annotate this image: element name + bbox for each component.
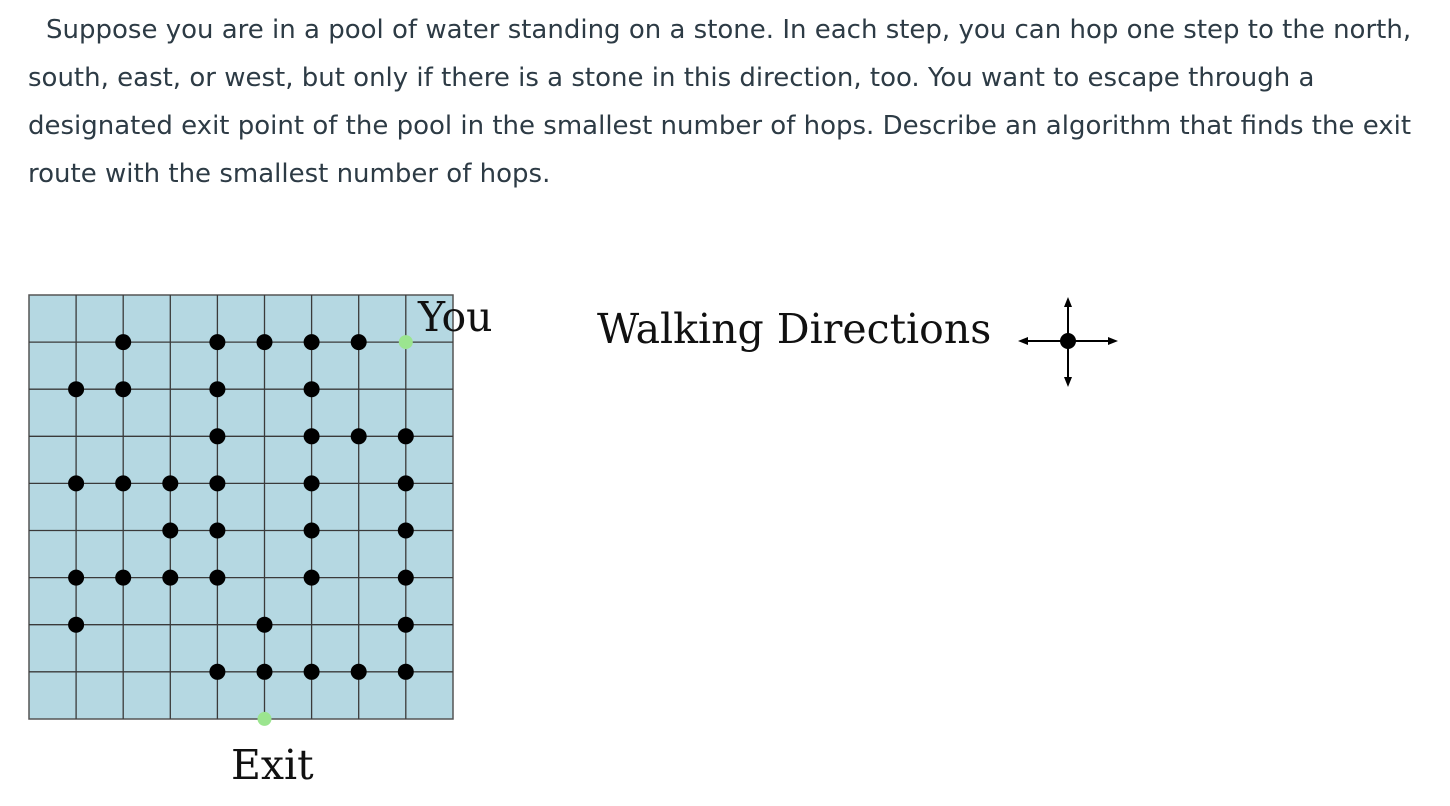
stone — [68, 570, 84, 586]
stone — [257, 334, 273, 350]
stone — [209, 381, 225, 397]
stone — [68, 475, 84, 491]
stone — [209, 664, 225, 680]
stone — [304, 664, 320, 680]
stone — [162, 475, 178, 491]
stone — [398, 428, 414, 444]
stone — [68, 381, 84, 397]
stone — [304, 334, 320, 350]
stone — [162, 570, 178, 586]
stone — [68, 617, 84, 633]
start-point-marker — [399, 335, 413, 349]
stone — [398, 664, 414, 680]
stone — [257, 664, 273, 680]
stone — [304, 475, 320, 491]
stone — [257, 617, 273, 633]
stone — [209, 334, 225, 350]
stone — [304, 381, 320, 397]
stone — [398, 617, 414, 633]
legend-label: Walking Directions — [597, 305, 992, 353]
exit-label: Exit — [231, 741, 314, 789]
stone — [398, 523, 414, 539]
stone — [304, 570, 320, 586]
stone — [351, 664, 367, 680]
stone — [351, 334, 367, 350]
question-text: Suppose you are in a pool of water standing on a stone. In each step, you can hop one step to the north, south, east, or west, but only if there is a stone in this direction, too. You want to escape through a designated exit point of the pool in the smallest number of hops. Describe an algorithm that finds the exit route with the smallest number of hops. — [28, 15, 1412, 189]
stone — [115, 475, 131, 491]
stone — [162, 523, 178, 539]
direction-compass-icon — [1023, 302, 1113, 382]
exit-point-marker — [258, 712, 272, 726]
stone — [304, 428, 320, 444]
pool-water — [29, 295, 453, 719]
pool-grid — [29, 295, 453, 726]
stone — [351, 428, 367, 444]
stone — [209, 523, 225, 539]
stone — [209, 570, 225, 586]
stone — [115, 334, 131, 350]
start-label: You — [418, 293, 493, 341]
stone — [209, 428, 225, 444]
stone — [398, 570, 414, 586]
stone — [304, 523, 320, 539]
stone — [115, 381, 131, 397]
stone — [209, 475, 225, 491]
stone — [398, 475, 414, 491]
stone — [115, 570, 131, 586]
